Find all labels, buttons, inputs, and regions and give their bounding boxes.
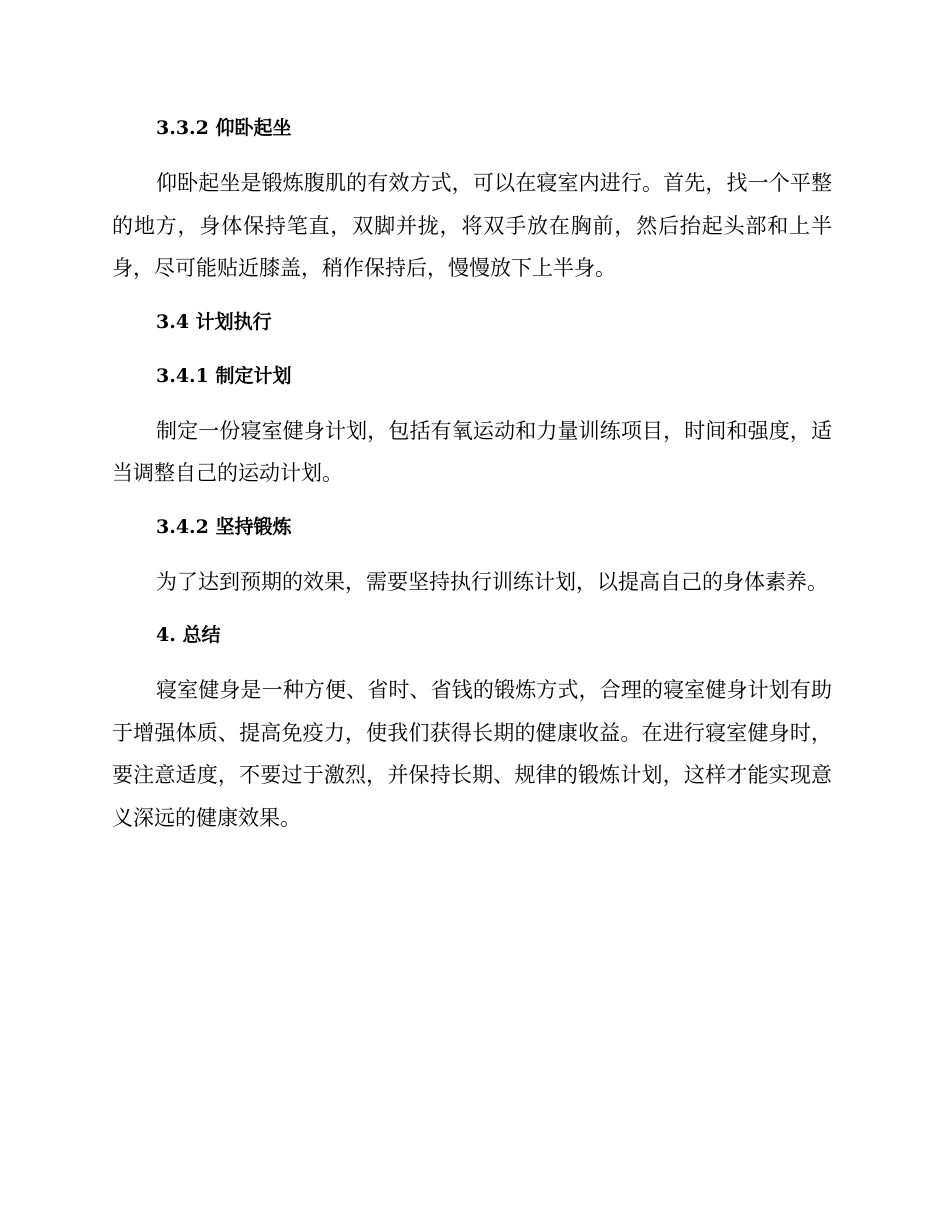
heading-3-3-2: 3.3.2 仰卧起坐 <box>156 117 292 139</box>
heading-3-4-1: 3.4.1 制定计划 <box>156 364 292 387</box>
heading-3-4-2: 3.4.2 坚持锻炼 <box>156 515 292 538</box>
heading-3-4: 3.4 计划执行 <box>156 310 272 333</box>
paragraph-persist: 为了达到预期的效果，需要坚持执行训练计划，以提高自己的身体素养。 <box>156 569 828 594</box>
document-body <box>112 108 832 839</box>
paragraph-situps: 仰卧起坐是锻炼腹肌的有效方式，可以在寝室内进行。首先，找一个平整的地方，身体保持笔直，双脚并拢，将双手放在胸前，然后抬起头部和上半身，尽可能贴近膝盖，稍作保持后，慢慢放下上半身。 <box>112 171 832 280</box>
paragraph-summary: 寝室健身是一种方便、省时、省钱的锻炼方式，合理的寝室健身计划有助于增强体质、提高免疫力，使我们获得长期的健康收益。在进行寝室健身时，要注意适度，不要过于激烈，并保持长期、规律的锻炼计划，这样才能实现意义深远的健康效果。 <box>112 678 832 830</box>
paragraph-make-plan: 制定一份寝室健身计划，包括有氧运动和力量训练项目，时间和强度，适当调整自己的运动计划。 <box>112 418 832 485</box>
heading-4-summary: 4. 总结 <box>156 624 221 646</box>
